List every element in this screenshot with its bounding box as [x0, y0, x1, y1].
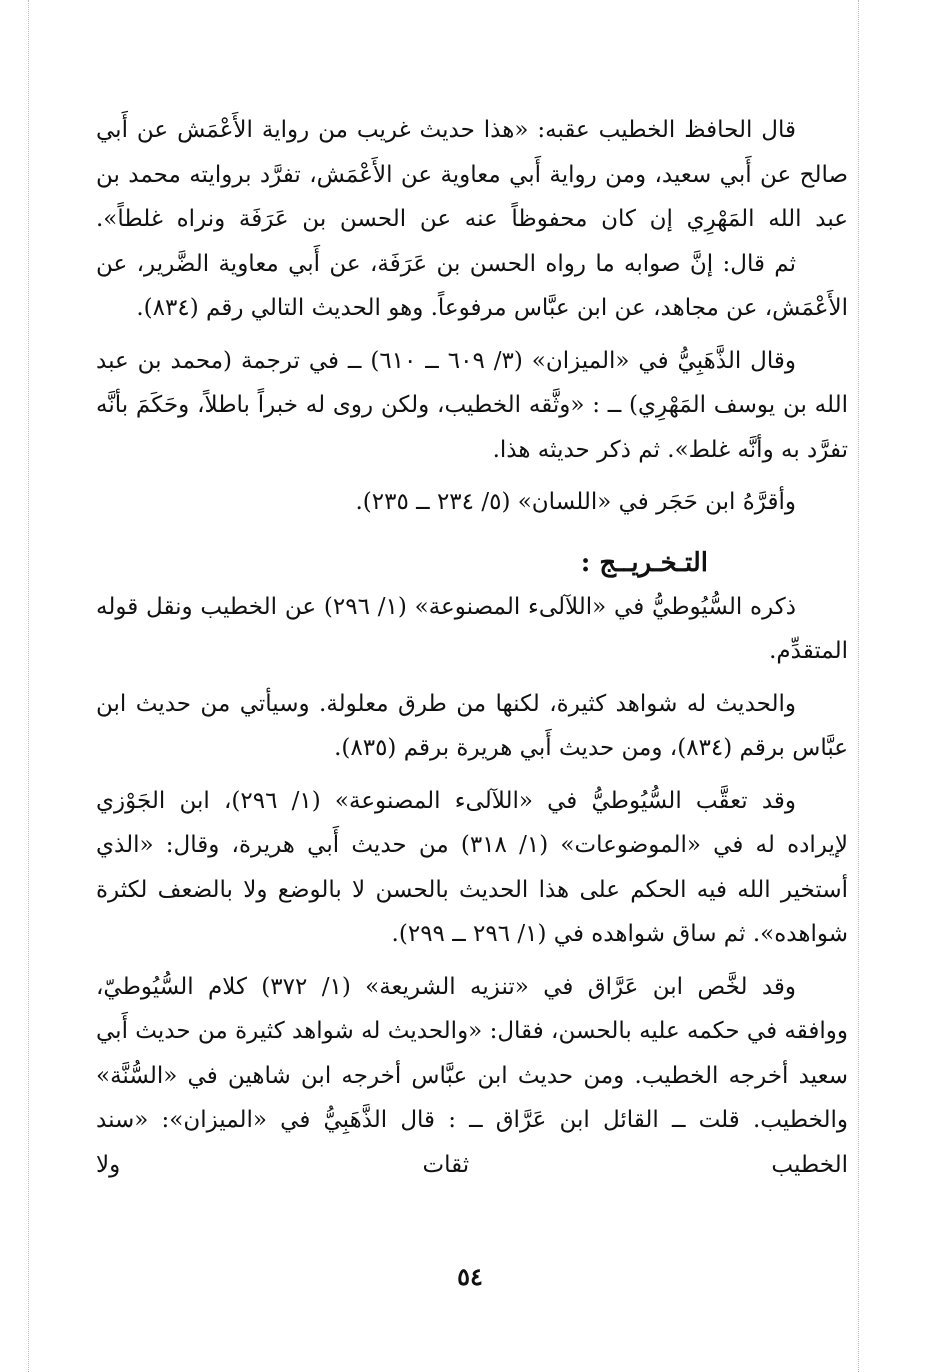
spacer	[96, 472, 848, 480]
spacer	[96, 331, 848, 339]
paragraph-ibn-arraq: وقد لخَّص ابن عَرَّاق في «تنزيه الشريعة» (١/ ٣٧٢) كلام السُّيُوطيّ، ووافقه في حكمه عليه بالحسن، فقال: «والحديث له شواهد كثيرة من حديث أَبي سعيد أخرجه الخطيب. ومن حديث ابن عبَّاس أخرجه ابن شاهين في «السُّنَّة» والخطيب. قلت ــ القائل ابن عَرَّاق ــ : قال الذَّهَبِيُّ في «الميزان»: «سند الخطيب ثقات ولا	[96, 973, 848, 1178]
spacer	[96, 957, 848, 965]
paragraph-correct-chain: ثم قال: إنَّ صوابه ما رواه الحسن بن عَرَفَة، عن أَبي معاوية الضَّرير، عن الأَعْمَش، عن مجاهد، عن ابن عبَّاس مرفوعاً. وهو الحديث التالي رقم (٨٣٤).	[96, 250, 848, 321]
paragraph-dhahabi-mizan: وقال الذَّهَبِيُّ في «الميزان» (٣/ ٦٠٩ ــ ٦١٠) ــ في ترجمة (محمد بن عبد الله بن يوسف المَهْرِي) ــ : «وثَّقه الخطيب، ولكن روى له خبراً باطلاً، وحَكَمَ بأنَّه تفرَّد به وأنَّه غلط». ثم ذكر حديثه هذا.	[96, 347, 848, 463]
page-body	[96, 108, 848, 1187]
scan-edge-left	[28, 0, 29, 1372]
scan-edge-right	[858, 0, 859, 1372]
spacer	[96, 674, 848, 682]
paragraph-suyuti-laali: ذكره السُّيُوطيُّ في «اللآلىء المصنوعة» (١/ ٢٩٦) عن الخطيب ونقل قوله المتقدِّم.	[96, 593, 848, 664]
page-number: ٥٤	[457, 1262, 483, 1291]
spacer	[96, 771, 848, 779]
section-heading-takhrij: التـخـريــج :	[580, 547, 708, 578]
spacer	[96, 525, 848, 541]
paragraph-ibn-hajar-lisan: وأقرَّهُ ابن حَجَر في «اللسان» (٥/ ٢٣٤ ــ ٢٣٥).	[355, 489, 796, 515]
paragraph-suyuti-critique: وقد تعقَّب السُّيُوطيُّ في «اللآلىء المصنوعة» (١/ ٢٩٦)، ابن الجَوْزي لإيراده له في «الموضوعات» (١/ ٣١٨) من حديث أَبي هريرة، وقال: «الذي أستخير الله فيه الحكم على هذا الحديث بالحسن لا بالوضع ولا بالضعف لكثرة شواهده». ثم ساق شواهده في (١/ ٢٩٦ ــ ٢٩٩).	[96, 787, 848, 947]
paragraph-shawahid: والحديث له شواهد كثيرة، لكنها من طرق معلولة. وسيأتي من حديث ابن عبَّاس برقم (٨٣٤)، ومن حديث أَبي هريرة برقم (٨٣٥).	[96, 690, 848, 761]
paragraph-khatib-comment: قال الحافظ الخطيب عقبه: «هذا حديث غريب من رواية الأَعْمَش عن أَبي صالح عن أَبي سعيد، ومن رواية أَبي معاوية عن الأَعْمَش، تفرَّد بروايته محمد بن عبد الله المَهْرِي إن كان محفوظاً عنه عن الحسن بن عَرَفَة ونراه غلطاً».	[96, 117, 848, 232]
